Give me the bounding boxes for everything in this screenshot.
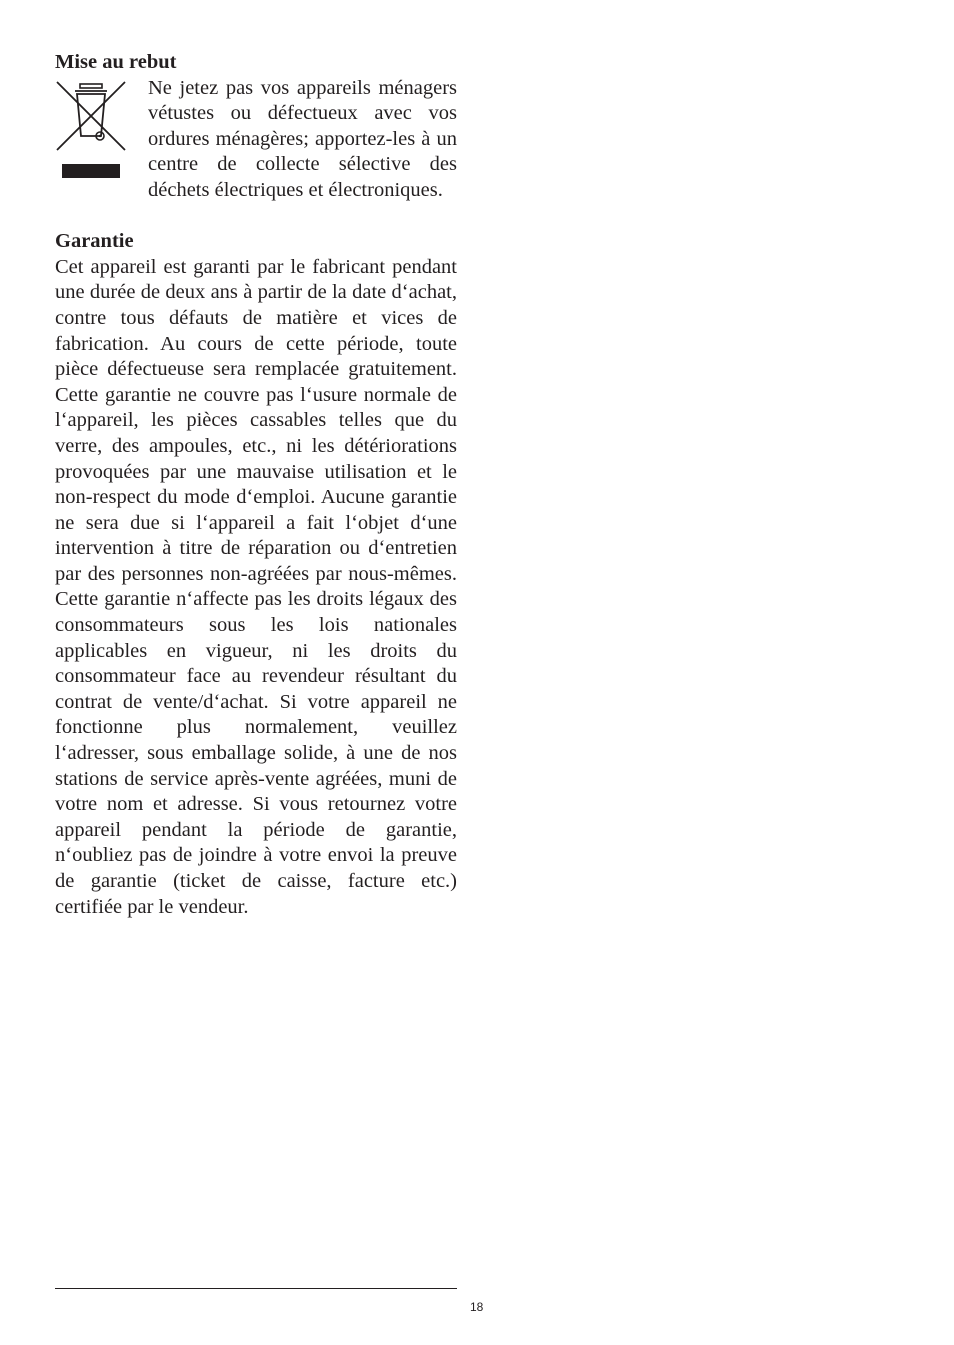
document-column <box>55 50 457 920</box>
disposal-text: Ne jetez pas vos appareils ménagers vétustes ou défectueux avec vos ordures ménagères; apportez-les à un centre de collecte sélective des déchets électriques et électroniques. <box>148 76 457 201</box>
disposal-heading: Mise au rebut <box>55 51 177 73</box>
page-number: 18 <box>470 1300 484 1314</box>
footer-rule <box>55 1288 457 1289</box>
warranty-heading: Garantie <box>55 230 134 253</box>
weee-bin-icon <box>55 78 148 218</box>
warranty-text: Cet appareil est garanti par le fabricant pendant une durée de deux ans à partir de la date d‘achat, contre tous défauts de matière et vices de fabrication. Au cours de cette période, toute pièce défectueuse sera remplacée gratuitement. Cette garantie ne couvre pas l‘usure normale de l‘appareil, les pièces cassables telles que du verre, des ampoules, etc., ni les détériorations provoquées par une mauvaise utilisation et le non-respect du mode d‘emploi. Aucune garantie ne sera due si l‘appareil a fait l‘objet d‘une intervention à titre de réparation ou d‘entretien par des personnes non-agréées par nous-mêmes. Cette garantie n‘affecte pas les droits légaux des consommateurs sous les lois nationales applicables en vigueur, ni les droits du consommateur face au revendeur résultant du contrat de vente/d‘achat. Si votre appareil ne fonctionne plus normalement, veuillez l‘adresser, sous emballage solide, à une de nos stations de service après-vente agréées, muni de votre nom et adresse. Si vous retournez votre appareil pendant la période de garantie, n‘oubliez pas de joindre à votre envoi la preuve de garantie (ticket de caisse, facture etc.) certifiée par le vendeur. <box>55 255 457 918</box>
